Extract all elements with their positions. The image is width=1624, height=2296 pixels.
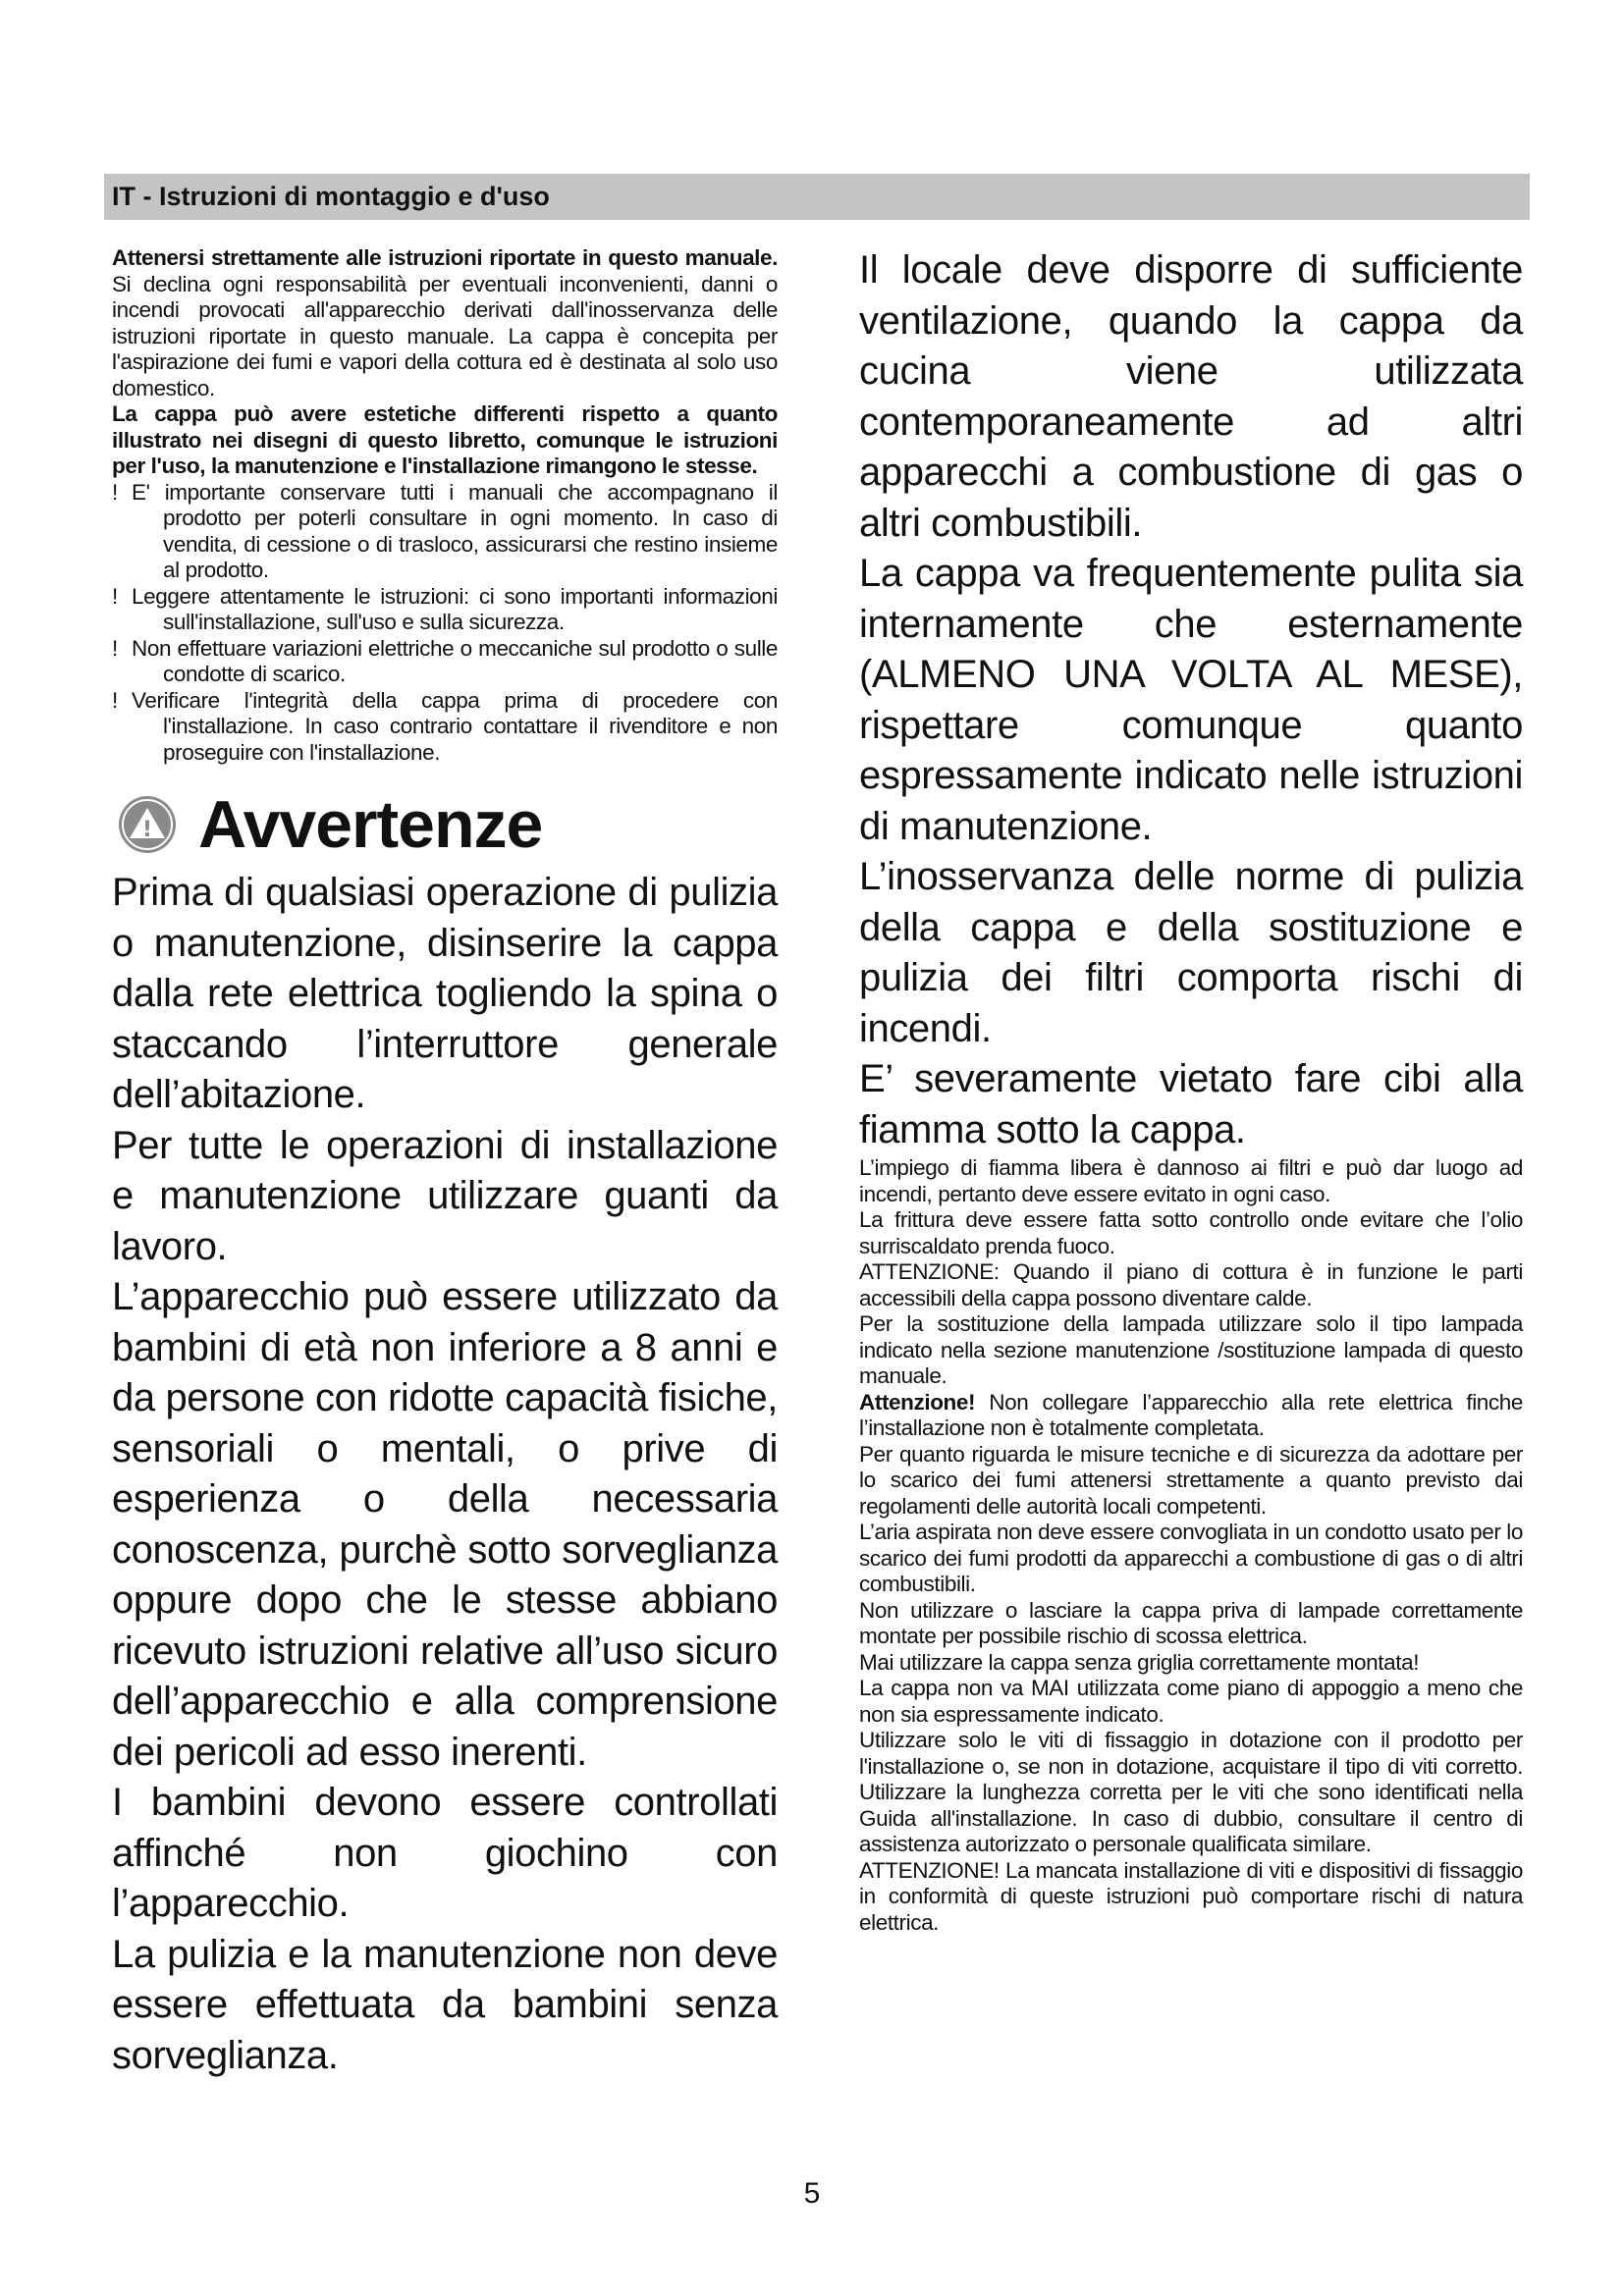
section-header	[104, 174, 1530, 220]
safety-paragraph: Utilizzare solo le viti di fissaggio in dotazione con il prodotto per l'installazione o, se non in dotazione, acquistare il tipo di viti corretto. Utilizzare la lunghezza corretta per le viti che sono identificati nella Guida all'installazione. In caso di dubbio, consultare il centro di assistenza autorizzato o personale qualificata similare.	[859, 1728, 1523, 1856]
safety-paragraph: Per la sostituzione della lampada utilizzare solo il tipo lampada indicato nella sezione manutenzione /sostituzione lampada di questo manuale.	[859, 1311, 1523, 1388]
left-column	[112, 245, 778, 2081]
warning-triangle-icon	[118, 795, 177, 854]
warning-paragraph: Per tutte le operazioni di installazione e manutenzione utilizzare guanti da lavoro.	[112, 1123, 778, 1268]
safety-paragraph: L’impiego di fiamma libera è dannoso ai filtri e può dar luogo ad incendi, pertanto deve essere evitato in ogni caso.	[859, 1155, 1523, 1206]
warnings-title: Avvertenze	[198, 787, 543, 862]
intro-bold: Attenersi strettamente alle istruzioni riportate in questo manuale.	[112, 245, 778, 270]
safety-paragraph: Per quanto riguarda le misure tecniche e di sicurezza da adottare per lo scarico dei fumi attenersi strettamente a quanto previsto dai regolamenti delle autorità locali competenti.	[859, 1441, 1523, 1519]
design-notice: La cappa può avere estetiche differenti rispetto a quanto illustrato nei disegni di questo libretto, comunque le istruzioni per l'uso, la manutenzione e l'installazione rimangono le stesse.	[112, 401, 778, 478]
exclamation-bullet-icon: !	[112, 687, 118, 713]
section-title: IT - Istruzioni di montaggio e d'uso	[112, 182, 550, 211]
warning-paragraph: I bambini devono essere controllati affinché non giochino con l’apparecchio.	[112, 1781, 778, 1925]
note-text: E' importante conservare tutti i manuali che accompagnano il prodotto per poterli consultare in ogni momento. In caso di vendita, di cessione o di trasloco, assicurarsi che restino insieme al prodotto.	[132, 479, 778, 582]
ventilation-paragraph: Il locale deve disporre di sufficiente ventilazione, quando la cappa da cucina viene utilizzata contemporaneamente ad altri apparecchi a combustione di gas o altri combustibili.	[859, 248, 1523, 545]
note-text: Verificare l'integrità della cappa prima di procedere con l'installazione. In caso contrario contattare il rivenditore e non proseguire con l'installazione.	[132, 687, 778, 765]
warning-paragraph: L’apparecchio può essere utilizzato da bambini di età non inferiore a 8 anni e da persone con ridotte capacità fisiche, sensoriali o mentali, o prive di esperienza o della necessaria conoscenza, purchè sotto sorveglianza oppure dopo che le stesse abbiano ricevuto istruzioni relative all’uso sicuro dell’apparecchio e alla comprensione dei pericoli ad esso inerenti.	[112, 1275, 778, 1774]
exclamation-bullet-icon: !	[112, 635, 118, 661]
cleaning-paragraph: La cappa va frequentemente pulita sia internamente che esternamente (ALMENO UNA VOLTA AL MESE), rispettare comunque quanto espressamente indicato nelle istruzioni di manutenzione.	[859, 552, 1523, 848]
safety-paragraph: Non utilizzare o lasciare la cappa priva di lampade correttamente montate per possibile rischio di scossa elettrica.	[859, 1597, 1523, 1648]
safety-paragraph	[859, 1390, 1523, 1442]
exclamation-bullet-icon: !	[112, 583, 118, 609]
exclamation-bullet-icon: !	[112, 479, 118, 505]
safety-paragraph: ATTENZIONE: Quando il piano di cottura è in funzione le parti accessibili della cappa possono diventare calde.	[859, 1259, 1523, 1310]
note-item	[112, 636, 778, 688]
safety-paragraph: Mai utilizzare la cappa senza griglia correttamente montata!	[859, 1649, 1420, 1675]
attention-text: Non collegare l’apparecchio alla rete elettrica finche l’installazione non è totalmente completata.	[859, 1389, 1523, 1440]
note-text: Leggere attentamente le istruzioni: ci sono importanti informazioni sull'installazione, sull'uso e sulla sicurezza.	[132, 583, 778, 634]
intro-paragraph	[112, 245, 778, 401]
warning-paragraph: La pulizia e la manutenzione non deve essere effettuata da bambini senza sorveglianza.	[112, 1932, 778, 2077]
fire-risk-paragraph: L’inosservanza delle norme di pulizia della cappa e della sostituzione e pulizia dei filtri comporta rischi di incendi.	[859, 855, 1523, 1050]
note-text: Non effettuare variazioni elettriche o meccaniche sul prodotto o sulle condotte di scarico.	[132, 635, 778, 686]
note-item	[112, 480, 778, 584]
intro-text: Si declina ogni responsabilità per eventuali inconvenienti, danni o incendi provocati all'apparecchio derivati dall'inosservanza delle istruzioni riportate in questo manuale. La cappa è concepita per l'aspirazione dei fumi e vapori della cottura ed è destinata al solo uso domestico.	[112, 271, 778, 400]
right-column	[859, 245, 1523, 1936]
note-item	[112, 688, 778, 767]
warnings-heading	[112, 787, 778, 862]
safety-paragraph: La frittura deve essere fatta sotto controllo onde evitare che l’olio surriscaldato prenda fuoco.	[859, 1207, 1523, 1258]
warning-icon-glyph: !	[141, 818, 153, 842]
warning-paragraph: Prima di qualsiasi operazione di pulizia o manutenzione, disinserire la cappa dalla rete elettrica togliendo la spina o staccando l’interruttore generale dell’abitazione.	[112, 871, 778, 1116]
flambe-ban-paragraph: E’ severamente vietato fare cibi alla fiamma sotto la cappa.	[859, 1057, 1523, 1151]
note-item	[112, 584, 778, 636]
attention-label: Attenzione!	[859, 1389, 976, 1415]
safety-paragraph: La cappa non va MAI utilizzata come piano di appoggio a meno che non sia espressamente indicato.	[859, 1676, 1523, 1727]
page-number: 5	[803, 2177, 821, 2210]
safety-paragraph: L’aria aspirata non deve essere convogliata in un condotto usato per lo scarico dei fumi prodotti da apparecchi a combustione di gas o di altri combustibili.	[859, 1520, 1523, 1596]
safety-paragraph: ATTENZIONE! La mancata installazione di viti e dispositivi di fissaggio in conformità di queste istruzioni può comportare rischi di natura elettrica.	[859, 1857, 1523, 1935]
